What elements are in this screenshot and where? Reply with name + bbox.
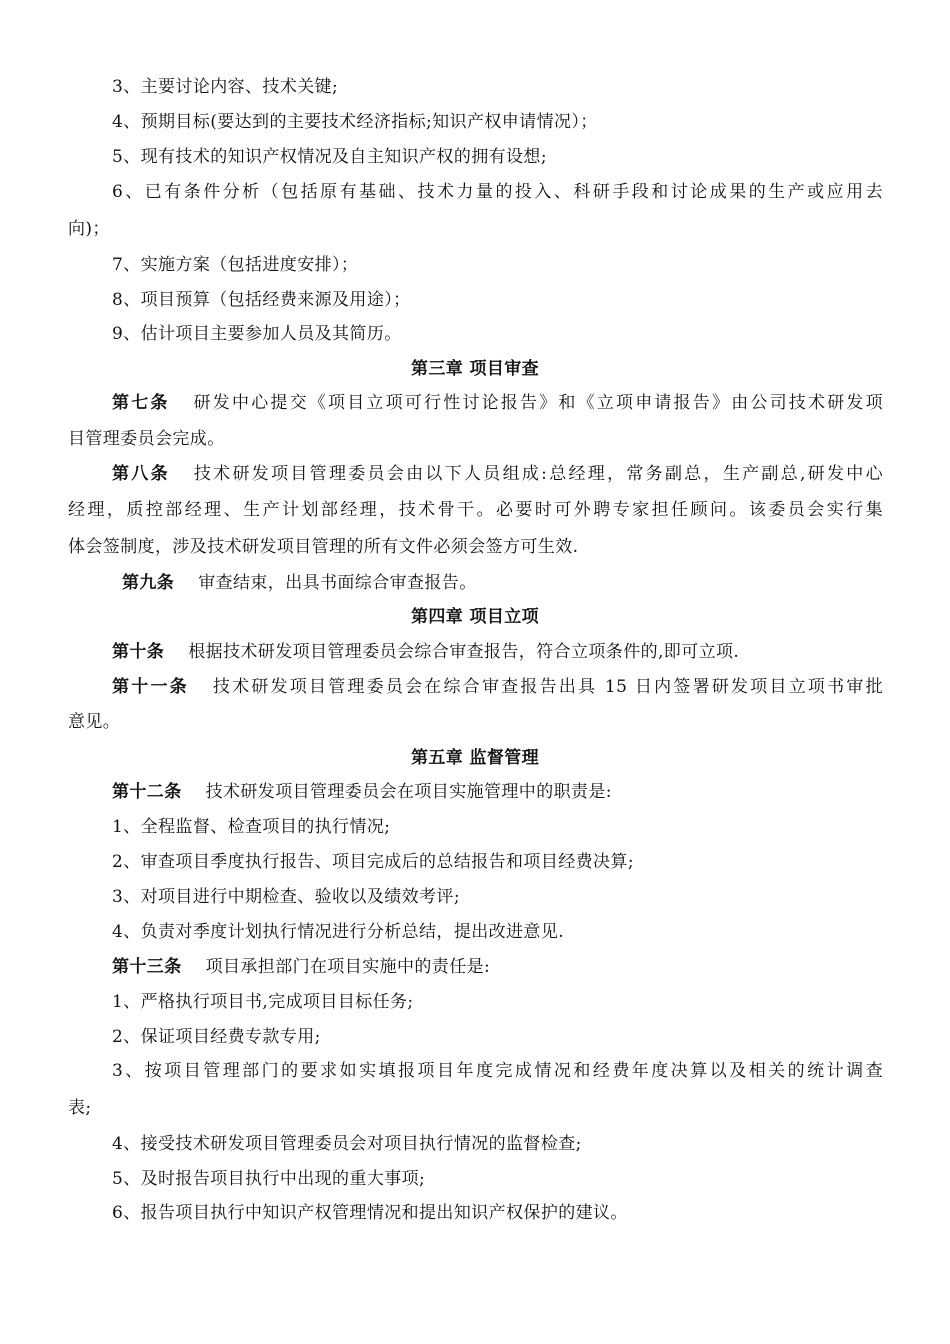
- article-12: [112, 775, 883, 809]
- article-label: 第十二条: [112, 782, 182, 802]
- list-item: 7、实施方案（包括进度安排）；: [112, 255, 359, 275]
- list-item: 2、保证项目经费专款专用;: [112, 1027, 321, 1047]
- article-label: 第十条: [112, 642, 165, 662]
- list-item: 3、对项目进行中期检查、验收以及绩效考评;: [112, 887, 460, 907]
- list-item: 9、估计项目主要参加人员及其简历。: [112, 324, 402, 344]
- article-text: 项目承担部门在项目实施中的责任是:: [205, 957, 491, 977]
- article-text: 根据技术研发项目管理委员会综合审查报告，符合立项条件的,即可立项.: [188, 642, 740, 662]
- article-10: [112, 635, 883, 669]
- article-label: 第八条: [112, 464, 170, 484]
- article-text: 研发中心提交《项目立项可行性讨论报告》和《立项申请报告》由公司技术研发项: [193, 393, 883, 413]
- list-item: 1、严格执行项目书,完成项目目标任务;: [112, 992, 414, 1012]
- article-9: [122, 566, 883, 600]
- list-item: 5、及时报告项目执行中出现的重大事项;: [112, 1169, 426, 1189]
- article-text: 审查结束，出具书面综合审查报告。: [198, 573, 477, 593]
- chapter-heading: 第五章 监督管理: [410, 748, 540, 768]
- list-item: 4、预期目标(要达到的主要技术经济指标;知识产权申请情况）；: [112, 112, 598, 132]
- article-text-continuation: 经理，质控部经理、生产计划部经理，技术骨干。必要时可外聘专家担任顾问。该委员会实行集: [68, 500, 883, 520]
- list-item: 5、现有技术的知识产权情况及自主知识产权的拥有设想;: [112, 147, 547, 167]
- list-item: 3、主要讨论内容、技术关键;: [112, 77, 339, 97]
- article-label: 第九条: [122, 573, 175, 593]
- article-11: [112, 670, 883, 704]
- list-item-continuation: 表;: [68, 1098, 92, 1118]
- list-item: 1、全程监督、检查项目的执行情况;: [112, 817, 391, 837]
- article-8: [112, 457, 883, 491]
- list-item-continuation: 向)；: [68, 219, 110, 239]
- article-label: 第十三条: [112, 957, 182, 977]
- list-item: 3、按项目管理部门的要求如实填报项目年度完成情况和经费年度决算以及相关的统计调查: [112, 1061, 883, 1081]
- list-item: 8、项目预算（包括经费来源及用途）；: [112, 290, 411, 310]
- article-text-continuation: 目管理委员会完成。: [68, 429, 225, 449]
- list-item: 6、已有条件分析（包括原有基础、技术力量的投入、科研手段和讨论成果的生产或应用去: [112, 182, 883, 202]
- list-item: 2、审查项目季度执行报告、项目完成后的总结报告和项目经费决算;: [112, 852, 634, 872]
- chapter-heading: 第三章 项目审查: [410, 359, 540, 379]
- article-label: 第十一条: [112, 677, 189, 697]
- article-text: 技术研发项目管理委员会由以下人员组成:总经理，常务副总，生产副总,研发中心: [193, 464, 883, 484]
- chapter-heading: 第四章 项目立项: [410, 607, 540, 627]
- article-text: 技术研发项目管理委员会在项目实施管理中的职责是:: [205, 782, 612, 802]
- article-7: [112, 386, 883, 420]
- article-13: [112, 950, 883, 984]
- article-label: 第七条: [112, 393, 170, 413]
- article-text: 技术研发项目管理委员会在综合审查报告出具 15 日内签署研发项目立项书审批: [212, 677, 883, 697]
- article-text-continuation: 意见。: [68, 712, 121, 732]
- list-item: 4、接受技术研发项目管理委员会对项目执行情况的监督检查;: [112, 1134, 582, 1154]
- list-item: 6、报告项目执行中知识产权管理情况和提出知识产权保护的建议。: [112, 1203, 628, 1223]
- article-text-continuation: 体会签制度，涉及技术研发项目管理的所有文件必须会签方可生效.: [68, 537, 579, 557]
- list-item: 4、负责对季度计划执行情况进行分析总结，提出改进意见.: [112, 922, 565, 942]
